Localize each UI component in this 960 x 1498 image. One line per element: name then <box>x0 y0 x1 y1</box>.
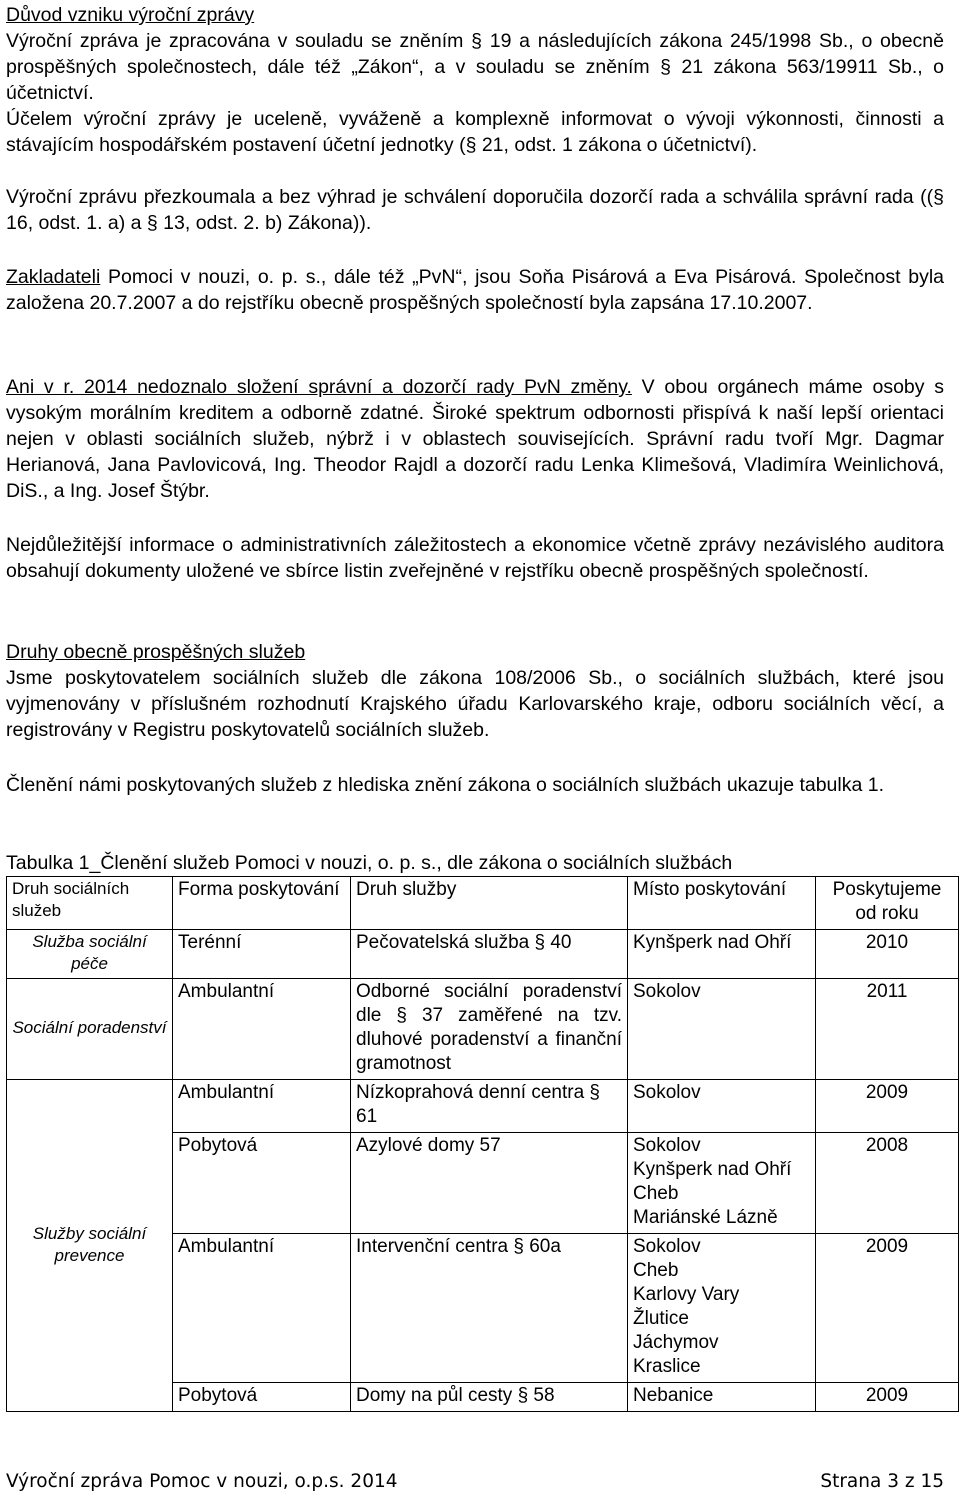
table-row <box>7 1080 959 1133</box>
place-cell: Kynšperk nad Ohří <box>628 930 816 979</box>
place-item: Jáchymov <box>633 1332 719 1353</box>
category-cell: Služby sociální prevence <box>7 1080 173 1412</box>
form-cell: Ambulantní <box>173 1234 351 1383</box>
year-cell: 2011 <box>816 979 959 1080</box>
service-cell: Intervenční centra § 60a <box>351 1234 628 1383</box>
header-cell: Druh služby <box>351 877 628 930</box>
founders-label: Zakladateli <box>6 266 101 288</box>
paragraph-approval: Výroční zprávu přezkoumala a bez výhrad je schválení doporučila dozorčí rada a schválila správní rada ((§ 16, odst. 1. a) a § 13, odst. 2. b) Zákona)). <box>6 186 944 234</box>
table-caption: Tabulka 1_Členění služeb Pomoci v nouzi, o. p. s., dle zákona o sociálních službách <box>6 852 733 874</box>
place-cell: Nebanice <box>628 1383 816 1412</box>
header-cell: Poskytujeme od roku <box>816 877 959 930</box>
service-cell: Nízkoprahová denní centra § 61 <box>351 1080 628 1133</box>
boards-text: V obou orgánech máme osoby s vysokým morálním kreditem a odborně zdatné. Široké spektrum odbornosti přispívá k naší lepší orientaci nejen v oblasti sociálních služeb, nýbrž i v oblastech souvisejících. Správní radu tvoří Mgr. Dagmar Herianová, Jana Pavlovicová, Ing. Theodor Rajdl a dozorčí radu Lenka Klimešová, Vladimíra Weinlichová, DiS., a Ing. Josef Štýbr. <box>6 376 944 502</box>
year-cell: 2009 <box>816 1234 959 1383</box>
form-cell: Ambulantní <box>173 979 351 1080</box>
form-cell: Pobytová <box>173 1383 351 1412</box>
header-cell: Forma poskytování <box>173 877 351 930</box>
place-item: Žlutice <box>633 1308 689 1329</box>
paragraph-service-provider: Jsme poskytovatelem sociálních služeb dle zákona 108/2006 Sb., o sociálních službách, které jsou vyjmenovány v příslušném rozhodnutí Krajského úřadu Karlovarského kraje, odboru sociálních věcí, a registrovány v Registru poskytovatelů sociálních služeb. <box>6 667 944 741</box>
place-item: Karlovy Vary <box>633 1284 740 1305</box>
paragraph-purpose: Účelem výroční zprávy je uceleně, vyváženě a komplexně informovat o vývoji výkonnosti, činnosti a stávajícím hospodářském postavení účetní jednotky (§ 21, odst. 1 zákona o účetnictví). <box>6 108 944 156</box>
place-cell: Sokolov <box>628 1080 816 1133</box>
form-cell: Ambulantní <box>173 1080 351 1133</box>
category-cell: Služba sociální péče <box>7 930 173 979</box>
section-heading-service-types: Druhy obecně prospěšných služeb <box>6 641 306 663</box>
place-item: Cheb <box>633 1260 679 1281</box>
services-table <box>6 876 959 1412</box>
year-cell: 2009 <box>816 1080 959 1133</box>
paragraph-founders <box>6 264 944 316</box>
founders-text: Pomoci v nouzi, o. p. s., dále též „PvN“, jsou Soňa Pisárová a Eva Pisárová. Společnost byla založena 20.7.2007 a do rejstříku obecně prospěšných společností byla zapsána 17.10.2007. <box>6 266 944 314</box>
boards-underlined-statement: Ani v r. 2014 nedoznalo složení správní a dozorčí rady PvN změny. <box>6 376 632 398</box>
paragraph-legal-basis: Výroční zpráva je zpracována v souladu se zněním § 19 a následujících zákona 245/1998 Sb., o obecně prospěšných společnostech, dále též „Zákon“, a v souladu se zněním § 21 zákona 563/19911 Sb., o účetnictví. <box>6 30 944 104</box>
paragraph-boards <box>6 374 944 504</box>
table-header-row <box>7 877 959 930</box>
place-item: Sokolov <box>633 1135 701 1156</box>
footer-page-number: Strana 3 z 15 <box>820 1471 944 1492</box>
service-cell: Odborné sociální poradenství dle § 37 zaměřené na tzv. dluhové poradenství a finanční gramotnost <box>351 979 628 1080</box>
service-cell: Azylové domy 57 <box>351 1133 628 1234</box>
place-item: Sokolov <box>633 1236 701 1257</box>
form-cell: Pobytová <box>173 1133 351 1234</box>
service-cell: Pečovatelská služba § 40 <box>351 930 628 979</box>
year-cell: 2009 <box>816 1383 959 1412</box>
place-item: Kraslice <box>633 1356 701 1377</box>
category-cell: Sociální poradenství <box>7 979 173 1080</box>
year-cell: 2008 <box>816 1133 959 1234</box>
place-item: Mariánské Lázně <box>633 1207 778 1228</box>
form-cell: Terénní <box>173 930 351 979</box>
year-cell: 2010 <box>816 930 959 979</box>
place-item: Cheb <box>633 1183 679 1204</box>
header-cell: Místo poskytování <box>628 877 816 930</box>
paragraph-important-info: Nejdůležitější informace o administrativních záležitostech a ekonomice včetně zprávy nezávislého auditora obsahují dokumenty uložené ve sbírce listin zveřejněné v rejstříku obecně prospěšných společností. <box>6 534 944 582</box>
table-row <box>7 930 959 979</box>
place-cell <box>628 1133 816 1234</box>
section-heading-annual-report-reason: Důvod vzniku výroční zprávy <box>6 4 255 26</box>
place-cell: Sokolov <box>628 979 816 1080</box>
place-item: Kynšperk nad Ohří <box>633 1159 792 1180</box>
service-cell: Domy na půl cesty § 58 <box>351 1383 628 1412</box>
paragraph-table-intro: Členění námi poskytovaných služeb z hlediska znění zákona o sociálních službách ukazuje tabulka 1. <box>6 774 885 796</box>
place-cell <box>628 1234 816 1383</box>
footer-document-title: Výroční zpráva Pomoc v nouzi, o.p.s. 2014 <box>6 1471 398 1492</box>
table-row <box>7 979 959 1080</box>
header-cell: Druh sociálních služeb <box>7 877 173 930</box>
